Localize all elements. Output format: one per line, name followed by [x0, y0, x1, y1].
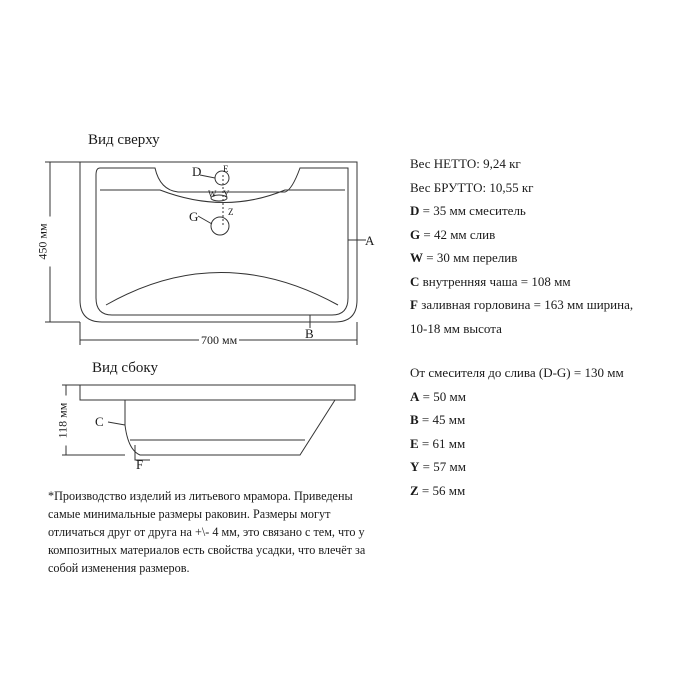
manufacturing-note: *Производство изделий из литьевого мрамора. Приведены самые минимальные размеры раковин. Размеры могут отличаться друг от друга на +\- 4 мм, это связано с тем, что у композитных материалов есть свойства усадки, что влечёт за собой изменения размеров.	[48, 489, 366, 575]
spec-item: W = 30 мм перелив	[410, 250, 518, 265]
label-b: B	[305, 326, 314, 341]
f-height: 10-18 мм высота	[410, 320, 502, 336]
label-f: F	[136, 457, 144, 472]
side-view-title: Вид сбоку	[92, 360, 158, 376]
mixer-to-drain: От смесителя до слива (D-G) = 130 мм	[410, 365, 624, 380]
spec-item: F заливная горловина = 163 мм ширина,	[410, 297, 634, 312]
label-g: G	[189, 209, 199, 224]
label-a: A	[365, 233, 375, 248]
dim-item: Z = 56 мм	[410, 482, 466, 498]
dims-panel	[410, 361, 624, 502]
side-view-body	[125, 400, 335, 455]
spec-item: G = 42 мм слив	[410, 226, 496, 242]
top-view-bowl-curve	[106, 273, 338, 306]
label-w: W	[208, 189, 217, 199]
label-c: C	[95, 414, 104, 429]
label-d: D	[192, 164, 202, 179]
dim-item: E = 61 мм	[410, 435, 466, 451]
label-y: Y	[223, 189, 230, 199]
specs-panel	[410, 152, 633, 340]
label-e: E	[223, 164, 229, 174]
side-view-top	[80, 385, 355, 400]
label-z: Z	[228, 207, 234, 217]
dim-item: Y = 57 мм	[410, 459, 466, 474]
net-weight: Вес НЕТТО: 9,24 кг	[410, 156, 521, 171]
top-view-title: Вид сверху	[88, 132, 160, 148]
gross-weight: Вес БРУТТО: 10,55 кг	[410, 179, 534, 195]
height-dimension-label: 450 мм	[36, 217, 51, 267]
top-view-outline	[80, 162, 357, 322]
dim-item: A = 50 мм	[410, 388, 466, 404]
leader-g	[198, 216, 212, 224]
dim-item: B = 45 мм	[410, 412, 466, 427]
spec-item: D = 35 мм смеситель	[410, 203, 526, 218]
leader-d	[200, 175, 215, 178]
width-dimension-label: 700 мм	[201, 333, 238, 347]
leader-c	[108, 422, 125, 425]
drain-hole	[211, 217, 229, 235]
side-height-label: 118 мм	[56, 396, 71, 446]
spec-item: C внутренняя чаша = 108 мм	[410, 273, 571, 289]
